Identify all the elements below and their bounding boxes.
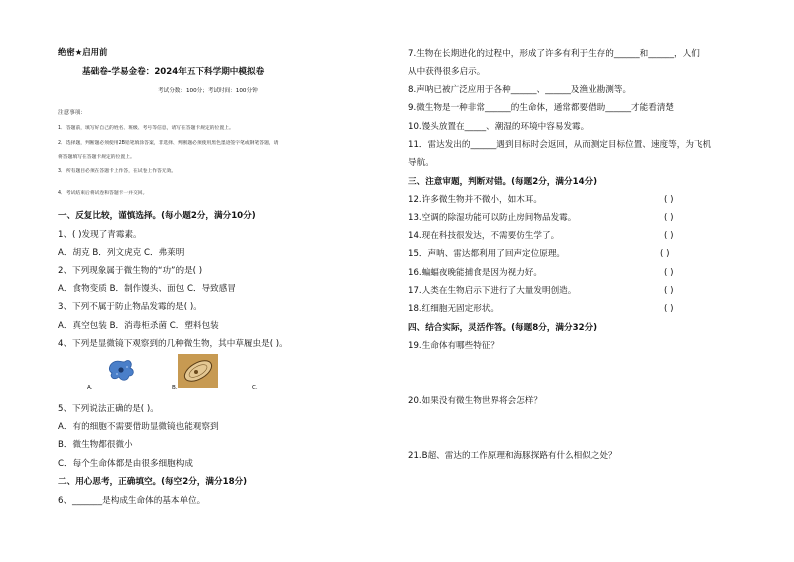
note-item: 将答题填写在答题卡规定的位置上。 xyxy=(58,155,135,160)
amoeba-icon xyxy=(106,358,138,384)
question-5: 5、下列说法正确的是( )。 xyxy=(58,404,159,414)
question-4: 4、下列是显微镜下观察到的几种微生物，其中草履虫是( )。 xyxy=(58,339,288,349)
notes-heading: 注意事项： xyxy=(58,110,86,116)
question-1: 1、( )发现了青霉素。 xyxy=(58,230,142,240)
secret-label: 绝密★启用前 xyxy=(58,47,108,57)
question-1-options: A．胡克 B．列文虎克 C．弗莱明 xyxy=(58,248,185,258)
answer-paren[interactable]: ( ) xyxy=(664,213,674,223)
question-5-option-c: C．每个生命体都是由很多细胞构成 xyxy=(58,459,193,469)
option-c-label: C. xyxy=(252,385,258,391)
judge-item-15: 15．声呐、雷达都利用了回声定位原理。 xyxy=(408,249,566,259)
note-item: 3．所有题目必须在答题卡上作答，在试卷上作答无效。 xyxy=(58,169,177,174)
judge-item-16: 16.蝙蝠夜晚能捕食是因为视力好。 xyxy=(408,268,542,278)
answer-paren[interactable]: ( ) xyxy=(660,249,670,259)
question-8: 8.声呐已被广泛应用于各种______、______及渔业勘测等。 xyxy=(408,85,632,95)
section1-heading: 一、反复比较，谨慎选择。(每小题2分，满分10分) xyxy=(58,211,256,221)
page-title: 基础卷-学易金卷：2024年五下科学期中模拟卷 xyxy=(82,67,265,77)
option-a-label: A. xyxy=(87,385,93,391)
answer-paren[interactable]: ( ) xyxy=(664,195,674,205)
judge-item-13: 13.空调的除湿功能可以防止房间物品发霉。 xyxy=(408,213,577,223)
paramecium-image xyxy=(178,354,218,388)
answer-paren[interactable]: ( ) xyxy=(664,231,674,241)
judge-item-12: 12.许多微生物并不微小，如木耳。 xyxy=(408,195,542,205)
question-21: 21.B超、雷达的工作原理和海豚探路有什么相似之处？ xyxy=(408,451,617,461)
question-2: 2、下列现象属于微生物的“功”的是( ) xyxy=(58,266,203,276)
judge-item-14: 14.现在科技很发达，不需要仿生学了。 xyxy=(408,231,560,241)
paramecium-icon xyxy=(178,354,218,388)
note-item: 4．考试结束后将试卷和答题卡一并交回。 xyxy=(58,191,148,196)
answer-paren[interactable]: ( ) xyxy=(664,268,674,278)
question-19: 19.生命体有哪些特征？ xyxy=(408,341,500,351)
question-7-line1: 7.生物在长期进化的过程中，形成了许多有利于生存的______和______，人们 xyxy=(408,49,700,59)
question-5-option-b: B．微生物都很微小 xyxy=(58,440,133,450)
note-item: 2．选择题，判断题必须使用2B铅笔填涂答案，非选择、判断题必须使用黑色墨迹签字笔或钢笔答题，请 xyxy=(58,141,279,146)
note-item: 1．答题前，填写好自己的姓名、班级、考号等信息，请写在答题卡规定的位置上。 xyxy=(58,126,234,131)
question-3: 3、下列不属于防止物品发霉的是( )。 xyxy=(58,302,202,312)
question-2-options: A．食物变质 B．制作馒头、面包 C．导致感冒 xyxy=(58,284,236,294)
option-b-label: B. xyxy=(172,385,178,391)
question-9: 9.微生物是一种非常______的生命体，通常都要借助______才能看清楚 xyxy=(408,103,675,113)
section3-heading: 三、注意审题，判断对错。(每题2分，满分14分) xyxy=(408,177,598,187)
section2-heading: 二、用心思考，正确填空。(每空2分，满分18分) xyxy=(58,477,248,487)
question-11-line1: 11．雷达发出的______遇到目标时会返回，从而测定目标位置、速度等，为飞机 xyxy=(408,140,712,150)
question-6: 6、_______是构成生命体的基本单位。 xyxy=(58,496,206,506)
answer-paren[interactable]: ( ) xyxy=(664,286,674,296)
question-5-option-a: A．有的细胞不需要借助显微镜也能观察到 xyxy=(58,422,219,432)
question-20: 20.如果没有微生物世界将会怎样？ xyxy=(408,396,542,406)
question-11-line2: 导航。 xyxy=(408,158,434,168)
question-3-options: A．真空包装 B．消毒柜杀菌 C．塑料包装 xyxy=(58,321,219,331)
judge-item-18: 18.红细胞无固定形状。 xyxy=(408,304,500,314)
answer-paren[interactable]: ( ) xyxy=(664,304,674,314)
amoeba-image xyxy=(106,358,138,384)
exam-meta: 考试分数：100分；考试时间：100分钟 xyxy=(158,88,258,94)
section4-heading: 四、结合实际，灵活作答。(每题8分，满分32分) xyxy=(408,323,598,333)
judge-item-17: 17.人类在生物启示下进行了大量发明创造。 xyxy=(408,286,577,296)
question-7-line2: 从中获得很多启示。 xyxy=(408,67,486,77)
question-10: 10.馒头放置在_____、潮湿的环境中容易发霉。 xyxy=(408,122,590,132)
